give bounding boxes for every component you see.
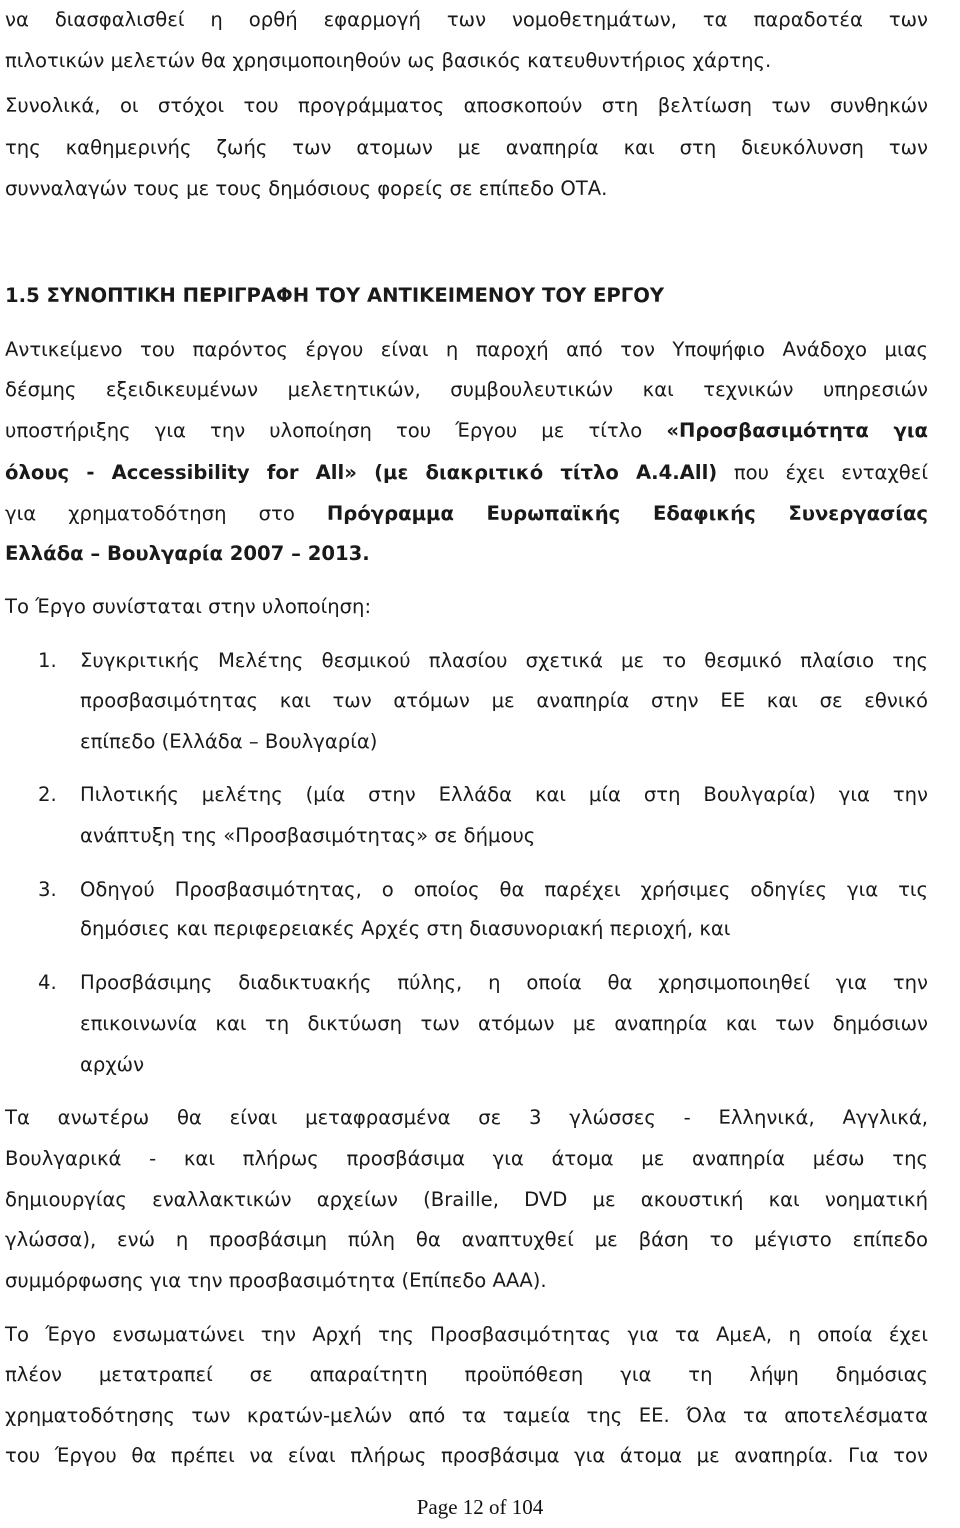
- intro-line-5: συνναλαγών τους με τους δημόσιους φορείς σε επίπεδο ΟΤΑ.: [5, 177, 608, 200]
- para1-line-3: [5, 410, 928, 451]
- para3-line-4: γλώσσα), ενώ η προσβάσιμη πύλη θα αναπτυχθεί με βάση το μέγιστο επίπεδο: [5, 1228, 928, 1251]
- list-number-3: 3.: [38, 878, 57, 901]
- para1-line-1: Αντικείμενο του παρόντος έργου είναι η παροχή από τον Υποψήφιο Ανάδοχο μιας: [5, 338, 928, 361]
- list-item-4-line-1: Προσβάσιμης διαδικτυακής πύλης, η οποία θα χρησιμοποιηθεί για την: [80, 971, 928, 994]
- list-number-4: 4.: [38, 971, 57, 994]
- para2: Το Έργο συνίσταται στην υλοποίηση:: [5, 595, 372, 618]
- project-title-part-2: όλους - Accessibility for All» (με διακριτικό τίτλο Α.4.All): [5, 461, 718, 484]
- list-number-1: 1.: [38, 649, 57, 672]
- para1-line-3-text: υποστήριξης για την υλοποίηση του Έργου με τίτλο: [5, 419, 643, 442]
- para3-line-2: Βουλγαρικά - και πλήρως προσβάσιμα για άτομα με αναπηρία μέσω της: [5, 1147, 928, 1170]
- list-number-2: 2.: [38, 783, 57, 806]
- para1-line-6: [5, 533, 928, 574]
- list-item-3-line-2: δημόσιες και περιφερειακές Αρχές στη διασυνοριακή περιοχή, και: [80, 917, 731, 940]
- page-number: Page 12 of 104: [416, 1495, 544, 1519]
- para1-line-2: δέσμης εξειδικευμένων μελετητικών, συμβουλευτικών και τεχνικών υπηρεσιών: [5, 378, 928, 401]
- para1-line-5-text: για χρηματοδότηση στο: [5, 502, 295, 525]
- list-item-4-line-2: επικοινωνία και τη δικτύωση των ατόμων με αναπηρία και των δημόσιων: [80, 1012, 928, 1035]
- programme-name: Πρόγραμμα Ευρωπαϊκής Εδαφικής Συνεργασίας: [326, 502, 929, 525]
- intro-line-2: πιλοτικών μελετών θα χρησιμοποιηθούν ως βασικός κατευθυντήριος χάρτης.: [5, 49, 772, 72]
- para1-line-4-text: που έχει ενταχθεί: [733, 461, 928, 484]
- para4-line-1: Το Έργο ενσωματώνει την Αρχή της Προσβασιμότητας για τα ΑμεΑ, η οποία έχει: [5, 1323, 928, 1346]
- para3-line-1: Τα ανωτέρω θα είναι μεταφρασμένα σε 3 γλώσσες - Ελληνικά, Αγγλικά,: [5, 1106, 928, 1129]
- section-heading: 1.5 ΣΥΝΟΠΤΙΚΗ ΠΕΡΙΓΡΑΦΗ ΤΟΥ ΑΝΤΙΚΕΙΜΕΝΟΥ ΤΟΥ ΕΡΓΟΥ: [5, 284, 665, 307]
- para1-line-4: [5, 452, 928, 493]
- intro-line-3: Συνολικά, οι στόχοι του προγράμματος αποσκοπούν στη βελτίωση των συνθηκών: [5, 94, 928, 117]
- para4-line-4: του Έργου θα πρέπει να είναι πλήρως προσβάσιμα για άτομα με αναπηρία. Για τον: [5, 1444, 928, 1467]
- intro-line-4: της καθημερινής ζωής των ατομων με αναπηρία και στη διευκόλυνση των: [5, 136, 928, 159]
- para4-line-2: πλέον μετατραπεί σε απαραίτητη προϋπόθεση για τη λήψη δημόσιας: [5, 1363, 928, 1386]
- programme-period: Ελλάδα – Βουλγαρία 2007 – 2013.: [5, 542, 370, 565]
- para3-line-3: δημιουργίας εναλλακτικών αρχείων (Braille, DVD με ακουστική και νοηματική: [5, 1188, 928, 1211]
- list-item-2-line-1: Πιλοτικής μελέτης (μία στην Ελλάδα και μία στη Βουλγαρία) για την: [80, 783, 928, 806]
- list-item-1-line-1: Συγκριτικής Μελέτης θεσμικού πλασίου σχετικά με το θεσμικό πλαίσιο της: [80, 649, 928, 672]
- para3-line-5: συμμόρφωσης για την προσβασιμότητα (Επίπεδο ΑΑΑ).: [5, 1269, 547, 1292]
- list-item-2-line-2: ανάπτυξη της «Προσβασιμότητας» σε δήμους: [80, 824, 536, 847]
- para4-line-3: χρηματοδότησης των κρατών-μελών από τα ταμεία της ΕΕ. Όλα τα αποτελέσματα: [5, 1404, 928, 1427]
- para1-line-5: [5, 493, 928, 534]
- list-item-4-line-3: αρχών: [80, 1053, 145, 1076]
- list-item-3-line-1: Οδηγού Προσβασιμότητας, ο οποίος θα παρέχει χρήσιμες οδηγίες για τις: [80, 878, 928, 901]
- project-title-part-1: «Προσβασιμότητα για: [666, 419, 928, 442]
- list-item-1-line-3: επίπεδο (Ελλάδα – Βουλγαρία): [80, 730, 378, 753]
- list-item-1-line-2: προσβασιμότητας και των ατόμων με αναπηρία στην ΕΕ και σε εθνικό: [80, 689, 928, 712]
- intro-line-1: να διασφαλισθεί η ορθή εφαρμογή των νομοθετημάτων, τα παραδοτέα των: [5, 8, 928, 31]
